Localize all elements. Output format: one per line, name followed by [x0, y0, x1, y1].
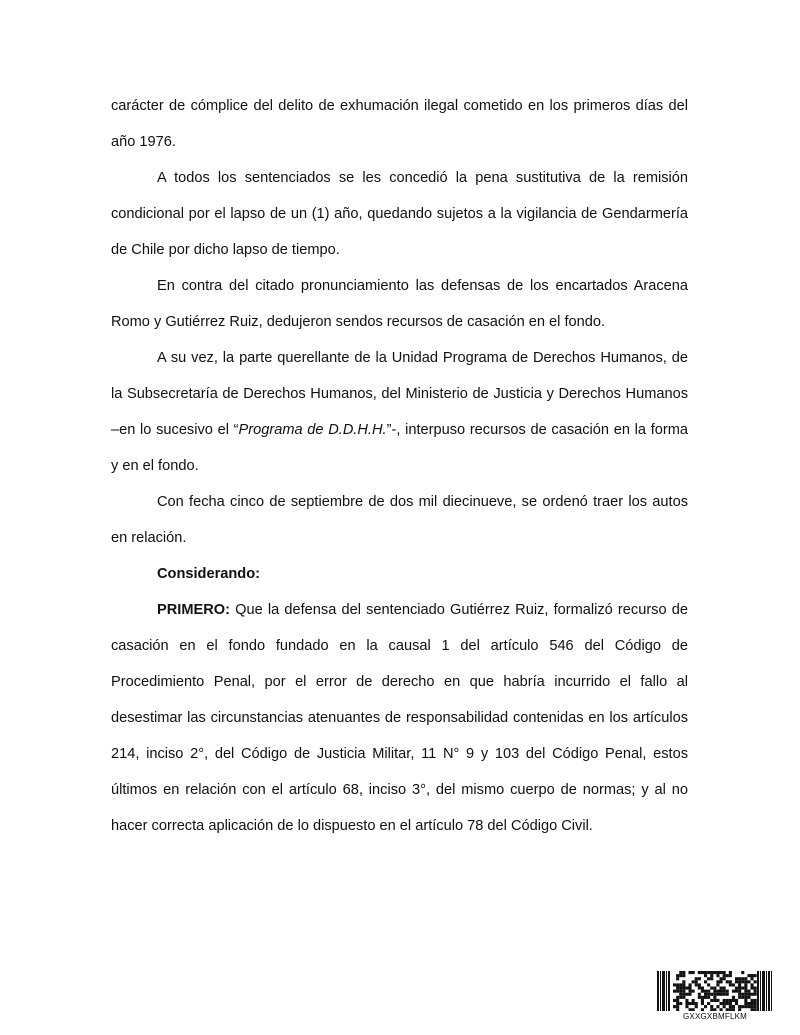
barcode-cell	[716, 971, 719, 974]
barcode-cell	[704, 971, 707, 974]
barcode-cell	[695, 983, 698, 986]
barcode-cell	[679, 990, 682, 993]
barcode-cell	[747, 990, 750, 993]
barcode-cell	[679, 974, 682, 977]
barcode-cell	[704, 996, 707, 999]
barcode-cell	[676, 990, 679, 993]
barcode-cell	[720, 977, 723, 980]
barcode-cell	[738, 977, 741, 980]
barcode-cell	[741, 971, 744, 974]
barcode-cell	[751, 974, 754, 977]
barcode-cell	[729, 974, 732, 977]
barcode-bar	[668, 971, 670, 1011]
barcode-cell	[698, 987, 701, 990]
barcode-cell	[707, 971, 710, 974]
barcode-cell	[744, 977, 747, 980]
verification-barcode	[657, 971, 773, 1023]
barcode-cell	[701, 1002, 704, 1005]
barcode-cell	[732, 990, 735, 993]
barcode-cell	[741, 987, 744, 990]
barcode-bar	[768, 971, 770, 1011]
barcode-cell	[735, 999, 738, 1002]
barcode-cell	[754, 974, 757, 977]
barcode-cell	[710, 1008, 713, 1011]
barcode-cell	[726, 990, 729, 993]
barcode-cell	[716, 999, 719, 1002]
barcode-cell	[676, 996, 679, 999]
barcode-cell	[673, 983, 676, 986]
primero-label: PRIMERO:	[157, 602, 230, 618]
barcode-cell	[710, 974, 713, 977]
barcode-cell	[713, 996, 716, 999]
barcode-cell	[679, 971, 682, 974]
barcode-cell	[735, 1002, 738, 1005]
barcode-cell	[751, 983, 754, 986]
paragraph-4	[111, 340, 688, 484]
barcode-bar	[657, 971, 659, 1011]
barcode-cell	[732, 983, 735, 986]
barcode-cell	[707, 983, 710, 986]
barcode-cell	[689, 1002, 692, 1005]
barcode-cell	[716, 974, 719, 977]
barcode-cell	[726, 974, 729, 977]
barcode-cell	[689, 983, 692, 986]
paragraph-5: Con fecha cinco de septiembre de dos mil diecinueve, se ordenó traer los autos en relación.	[111, 494, 688, 546]
barcode-cell	[754, 1002, 757, 1005]
barcode-cell	[695, 1005, 698, 1008]
barcode-cell	[744, 1005, 747, 1008]
barcode-cell	[723, 977, 726, 980]
barcode-cell	[676, 974, 679, 977]
barcode-cell	[692, 1008, 695, 1011]
barcode-cell	[716, 990, 719, 993]
considerando-heading	[111, 556, 688, 592]
barcode-cell	[732, 999, 735, 1002]
barcode-cell	[701, 999, 704, 1002]
barcode-cell	[676, 1002, 679, 1005]
barcode-cell	[723, 993, 726, 996]
barcode-cell	[679, 996, 682, 999]
barcode-cell	[741, 977, 744, 980]
verification-code: GXXGXBMFLKM	[683, 1012, 747, 1021]
barcode-cell	[698, 977, 701, 980]
barcode-cell	[754, 1008, 757, 1011]
barcode-cell	[713, 999, 716, 1002]
barcode-cell	[701, 971, 704, 974]
barcode-cell	[738, 1008, 741, 1011]
barcode-cell	[720, 993, 723, 996]
barcode-cell	[692, 971, 695, 974]
barcode-cell	[726, 980, 729, 983]
barcode-cell	[707, 1002, 710, 1005]
barcode-cell	[729, 1008, 732, 1011]
barcode-cell	[754, 993, 757, 996]
barcode-cell	[698, 971, 701, 974]
barcode-cell	[729, 971, 732, 974]
barcode-cell	[682, 993, 685, 996]
barcode-cell	[695, 1002, 698, 1005]
barcode-cell	[682, 990, 685, 993]
barcode-cell	[751, 977, 754, 980]
barcode-cell	[701, 1008, 704, 1011]
barcode-cell	[751, 993, 754, 996]
barcode-cell	[704, 980, 707, 983]
barcode-cell	[747, 996, 750, 999]
barcode-cell	[751, 1005, 754, 1008]
barcode-cell	[751, 987, 754, 990]
barcode-cell	[720, 987, 723, 990]
barcode-cell	[676, 1008, 679, 1011]
barcode-cell	[692, 980, 695, 983]
barcode-bar	[771, 971, 772, 1011]
barcode-cell	[713, 971, 716, 974]
barcode-cell	[732, 996, 735, 999]
barcode-cell	[682, 987, 685, 990]
barcode-cell	[744, 980, 747, 983]
barcode-cell	[710, 1005, 713, 1008]
barcode-cell	[732, 1005, 735, 1008]
paragraph-2: A todos los sentenciados se les concedió la pena sustitutiva de la remisión condicional por el lapso de un (1) año, quedando sujetos a la vigilancia de Gendarmería de Chile por dicho lapso de tiempo.	[111, 170, 688, 258]
barcode-cell	[741, 1005, 744, 1008]
barcode-cell	[723, 1005, 726, 1008]
document-body	[111, 88, 688, 844]
barcode-cell	[682, 971, 685, 974]
barcode-cell	[741, 993, 744, 996]
barcode-cell	[738, 980, 741, 983]
barcode-cell	[723, 1002, 726, 1005]
barcode-cell	[704, 993, 707, 996]
barcode-cell	[747, 974, 750, 977]
barcode-cell	[735, 980, 738, 983]
barcode-cell	[720, 1002, 723, 1005]
barcode-cell	[685, 1005, 688, 1008]
barcode-cell	[713, 993, 716, 996]
barcode-cell	[707, 990, 710, 993]
barcode-cell	[698, 996, 701, 999]
barcode-cell	[707, 996, 710, 999]
barcode-cell	[741, 980, 744, 983]
barcode-cell	[695, 980, 698, 983]
barcode-cell	[726, 1008, 729, 1011]
barcode-cell	[682, 980, 685, 983]
barcode-cell	[735, 987, 738, 990]
barcode-cell	[707, 977, 710, 980]
barcode-cell	[716, 980, 719, 983]
barcode-cell	[747, 993, 750, 996]
barcode-cell	[744, 987, 747, 990]
barcode-cell	[701, 990, 704, 993]
barcode-bar	[662, 971, 665, 1011]
barcode-cell	[723, 974, 726, 977]
barcode-cell	[751, 1002, 754, 1005]
barcode-cell	[723, 987, 726, 990]
barcode-cell	[679, 983, 682, 986]
barcode-bar	[757, 971, 759, 1011]
considerando-label: Considerando:	[157, 566, 260, 582]
barcode-cell	[676, 977, 679, 980]
barcode-cell	[713, 987, 716, 990]
barcode-cell	[710, 977, 713, 980]
barcode-cell	[726, 1002, 729, 1005]
barcode-cell	[698, 983, 701, 986]
barcode-cell	[685, 1002, 688, 1005]
barcode-cell	[726, 999, 729, 1002]
barcode-cell	[738, 990, 741, 993]
barcode-cell	[710, 993, 713, 996]
barcode-cell	[744, 1002, 747, 1005]
barcode-cell	[747, 1005, 750, 1008]
barcode-cell	[751, 999, 754, 1002]
barcode-cell	[710, 971, 713, 974]
barcode-cell	[735, 977, 738, 980]
barcode-cell	[682, 996, 685, 999]
barcode-cell	[738, 996, 741, 999]
barcode-cell	[701, 987, 704, 990]
barcode-cell	[692, 999, 695, 1002]
barcode-bar	[762, 971, 765, 1011]
barcode-bar	[660, 971, 661, 1011]
barcode-cell	[679, 987, 682, 990]
barcode-cell	[723, 971, 726, 974]
barcode-cell	[723, 990, 726, 993]
barcode-cell	[679, 1002, 682, 1005]
barcode-cell	[729, 1005, 732, 1008]
paragraph-1: carácter de cómplice del delito de exhumación ilegal cometido en los primeros días del año 1976.	[111, 98, 688, 150]
barcode-cell	[732, 1008, 735, 1011]
barcode-cell	[673, 990, 676, 993]
barcode-cell	[692, 1002, 695, 1005]
barcode-cell	[679, 993, 682, 996]
barcode-cell	[685, 999, 688, 1002]
barcode-cell	[689, 987, 692, 990]
barcode-cell	[673, 999, 676, 1002]
barcode-cell	[704, 990, 707, 993]
barcode-cell	[704, 974, 707, 977]
barcode-bar	[666, 971, 667, 1011]
barcode-cell	[720, 990, 723, 993]
barcode-cell	[738, 1005, 741, 1008]
barcode-bar	[760, 971, 761, 1011]
barcode-cell	[698, 993, 701, 996]
barcode-cell	[676, 999, 679, 1002]
barcode-graphic	[657, 971, 773, 1011]
barcode-cell	[689, 990, 692, 993]
barcode-cell	[713, 990, 716, 993]
barcode-cell	[682, 983, 685, 986]
barcode-cell	[754, 980, 757, 983]
barcode-cell	[754, 987, 757, 990]
barcode-cell	[729, 980, 732, 983]
barcode-cell	[754, 990, 757, 993]
primero-text: Que la defensa del sentenciado Gutiérrez Ruiz, formalizó recurso de casación en el fondo fundado en la causal 1 del artículo 546 del Código de Procedimiento Penal, por el error de derecho en que habría incurrido el fallo al desestimar las circunstancias atenuantes de responsabilidad contenidas en los artículos 214, inciso 2°, del Código de Justicia Militar, 11 N° 9 y 103 del Código Penal, estos últimos en relación con el artículo 68, inciso 3°, del mismo cuerpo de normas; y al no hacer correcta aplicación de lo dispuesto en el artículo 78 del Código Civil.	[111, 602, 688, 834]
barcode-cell	[685, 987, 688, 990]
barcode-cell	[673, 1005, 676, 1008]
barcode-cell	[689, 993, 692, 996]
paragraph-3: En contra del citado pronunciamiento las defensas de los encartados Aracena Romo y Gutiérrez Ruiz, dedujeron sendos recursos de casación en el fondo.	[111, 278, 688, 330]
barcode-cell	[692, 990, 695, 993]
barcode-cell	[738, 983, 741, 986]
barcode-cell	[744, 983, 747, 986]
barcode-cell	[744, 990, 747, 993]
barcode-cell	[704, 1005, 707, 1008]
barcode-cell	[689, 971, 692, 974]
paragraph-primero	[111, 592, 688, 844]
barcode-cell	[744, 999, 747, 1002]
barcode-cell	[754, 1005, 757, 1008]
barcode-cell	[726, 993, 729, 996]
barcode-cell	[701, 996, 704, 999]
barcode-cell	[710, 999, 713, 1002]
barcode-cell	[695, 977, 698, 980]
barcode-cell	[751, 1008, 754, 1011]
barcode-cell	[716, 1005, 719, 1008]
barcode-cell	[729, 999, 732, 1002]
paragraph-4-text-after: ”-, interpuso recursos de casación en la forma y en el fondo.	[111, 422, 688, 474]
paragraph-4-text-before: A su vez, la parte querellante de la Unidad Programa de Derechos Humanos, de la Subsecretaría de Derechos Humanos, del Ministerio de Justicia y Derechos Humanos –en lo sucesivo el “	[111, 350, 688, 438]
barcode-cell	[738, 993, 741, 996]
barcode-cell	[747, 980, 750, 983]
barcode-cell	[707, 993, 710, 996]
barcode-cell	[738, 987, 741, 990]
barcode-bar	[766, 971, 767, 1011]
barcode-cell	[747, 1002, 750, 1005]
barcode-cell	[685, 993, 688, 996]
paragraph-4-italic: Programa de D.D.H.H.	[238, 422, 387, 438]
barcode-cell	[676, 1005, 679, 1008]
barcode-cell	[720, 980, 723, 983]
barcode-cell	[720, 1008, 723, 1011]
barcode-cell	[744, 993, 747, 996]
barcode-cell	[754, 999, 757, 1002]
barcode-cell	[729, 1002, 732, 1005]
barcode-cell	[720, 971, 723, 974]
barcode-cell	[716, 983, 719, 986]
barcode-cell	[682, 974, 685, 977]
barcode-cell	[689, 1008, 692, 1011]
barcode-cell	[729, 983, 732, 986]
barcode-cell	[716, 993, 719, 996]
barcode-cell	[713, 1008, 716, 1011]
barcode-cell	[676, 987, 679, 990]
barcode-cell	[723, 999, 726, 1002]
barcode-cell	[710, 987, 713, 990]
barcode-cell	[741, 996, 744, 999]
barcode-cell	[744, 996, 747, 999]
barcode-cell	[676, 983, 679, 986]
barcode-cell	[735, 990, 738, 993]
